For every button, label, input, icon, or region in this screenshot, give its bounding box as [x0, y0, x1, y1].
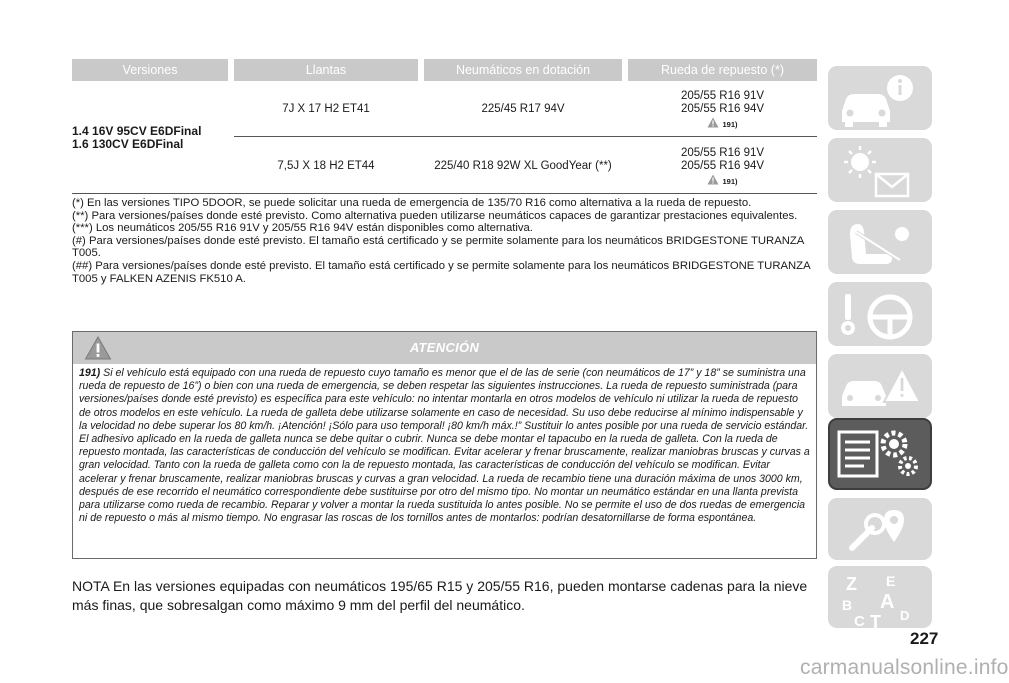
sidebar-tab-car-info[interactable] [828, 66, 932, 130]
footnote: (##) Para versiones/países donde esté previsto. El tamaño está certificado y se permite solamente para los neumáticos BRIDGESTONE TURANZA T005 y FALKEN AZENIS FK510 A. [72, 259, 810, 285]
svg-text:C: C [854, 613, 865, 630]
attention-header [73, 332, 816, 364]
sidebar-tab-key-steering[interactable] [828, 282, 932, 346]
col-header-llantas [234, 59, 418, 81]
footnotes [72, 197, 817, 285]
table-row-1-llantas: 7J X 17 H2 ET41 [282, 103, 370, 115]
attention-text [79, 367, 811, 525]
table-row-1-repuesto [628, 90, 817, 131]
col-header-neumaticos [424, 59, 622, 81]
attention-ref: 191) [79, 367, 101, 379]
warning-triangle-icon [707, 174, 719, 185]
dashboard-lights-icon [828, 138, 932, 208]
svg-text:A: A [880, 591, 895, 613]
warning-triangle-icon [707, 117, 719, 128]
car-warning-icon [828, 354, 932, 424]
table-row-2-repuesto [628, 147, 817, 188]
warning-ref: 191) [722, 177, 738, 186]
col-header-versiones [72, 59, 228, 81]
sidebar-tab-dashboard-lights[interactable] [828, 138, 932, 202]
row-divider [234, 136, 817, 137]
repuesto-line: 205/55 R16 91V [680, 147, 765, 159]
svg-text:E: E [886, 573, 896, 589]
attention-paragraph: Si el vehículo está equipado con una rueda de repuesto cuyo tamaño es menor que el de las de serie (con neumáticos de 17” y 18” se suministra una rueda de repuesto de 16”) o bien con una rueda de emergencia, se deben respetar las siguientes instrucciones. La rueda de repuesto suministrada (para versiones/países donde esté previsto) es específica para este vehículo: no intentar montarla en otros modelos de vehículo ni utilizar la rueda de repuesto de otros modelos en este vehículo. La rueda de galleta debe utilizarse solamente en caso de necesidad. Su uso debe reducirse al mínimo indispensable y la velocidad no debe superar los 80 km/h. ¡Atención! ¡Sólo para uso temporal! ¡80 km/h máx.!” Sustituir lo antes posible por una rueda de servicio estándar. El adhesivo aplicado en la rueda de galleta nunca se debe quitar o cubrir. Nunca se debe montar el tapacubo en la rueda de galleta. Con la rueda de repuesto montada, las características de conducción del vehículo se modifican. Evitar acelerar y frenar bruscamente, realizar maniobras bruscas y curvas a gran velocidad. Tanto con la rueda de galleta como con la de repuesto montada, las características de conducción del vehículo se modifican. Evitar acelerar y frenar bruscamente, realizar maniobras bruscas y curvas a gran velocidad. La rueda de recambio tiene una duración máxima de unos 3000 km, después de ese recorrido el neumático correspondiente debe sustituirse por otro del mismo tipo. No montar un neumático estándar en una llanta prevista para utilizarse como rueda de recambio. Reparar y volver a montar la rueda sustituida lo antes posible. No se permite el uso de dos ruedas de emergencia ni de repuesto o más al mismo tiempo. No engrasar las roscas de los tornillos antes de montarlos: podrían desatornillarse de forma espontánea. [79, 367, 810, 525]
col-header-label: Neumáticos en dotación [455, 63, 591, 77]
key-steering-wheel-icon [828, 282, 932, 352]
svg-text:T: T [870, 612, 881, 632]
footnote: (**) Para versiones/países donde esté previsto. Como alternativa pueden utilizarse neumáticos capaces de garantizar prestaciones equivalentes. [72, 209, 798, 222]
footnote: (#) Para versiones/países donde esté previsto. El tamaño está certificado y se permite solamente para los neumáticos BRIDGESTONE TURANZA T005. [72, 234, 804, 260]
repuesto-line: 205/55 R16 94V [680, 160, 765, 172]
attention-title: ATENCIÓN [409, 340, 480, 355]
index-letters-icon [828, 566, 932, 636]
page-number: 227 [910, 629, 939, 648]
version-line: 1.4 16V 95CV E6DFinal [72, 124, 202, 138]
nota-paragraph: NOTA En las versiones equipadas con neumáticos 195/65 R15 y 205/55 R16, pueden montarse cadenas para la nieve más finas, que sobresalgan como máximo 9 mm del perfil del neumático. [72, 578, 808, 613]
version-line: 1.6 130CV E6DFinal [72, 137, 184, 151]
seat-airbag-icon [828, 210, 932, 280]
repuesto-line: 205/55 R16 91V [680, 90, 765, 102]
col-header-label: Llantas [305, 63, 347, 77]
sidebar-tab-seatbelt[interactable] [828, 210, 932, 274]
version-cell [72, 125, 232, 151]
svg-text:B: B [842, 597, 853, 613]
sidebar-tab-car-warning[interactable] [828, 354, 932, 418]
repuesto-line: 205/55 R16 94V [680, 103, 765, 115]
sidebar-tab-technical-data[interactable] [828, 418, 932, 490]
table-row-1-neumaticos: 225/45 R17 94V [481, 103, 565, 115]
col-header-repuesto [628, 59, 817, 81]
table-row-2-llantas: 7,5J X 18 H2 ET44 [277, 160, 375, 172]
svg-text:D: D [900, 608, 910, 623]
table-bottom-rule [72, 193, 817, 194]
sidebar-tab-index[interactable] [828, 566, 932, 632]
wrench-location-icon [828, 498, 932, 568]
svg-text:Z: Z [846, 574, 857, 594]
table-row-2-neumaticos: 225/40 R18 92W XL GoodYear (**) [434, 160, 612, 172]
list-gears-icon [830, 420, 930, 486]
watermark: carmanualsonline.info [800, 656, 1009, 679]
car-info-icon [828, 66, 932, 136]
warning-ref: 191) [722, 120, 738, 129]
col-header-label: Versiones [122, 63, 178, 77]
col-header-label: Rueda de repuesto (*) [661, 63, 784, 77]
sidebar-tab-service[interactable] [828, 498, 932, 560]
footnote: (*) En las versiones TIPO 5DOOR, se puede solicitar una rueda de emergencia de 135/70 R16 como alternativa a la rueda de repuesto. [72, 197, 752, 209]
attention-box [72, 331, 817, 559]
footnote: (***) Los neumáticos 205/55 R16 91V y 205/55 R16 94V están disponibles como alternativa. [72, 222, 533, 235]
